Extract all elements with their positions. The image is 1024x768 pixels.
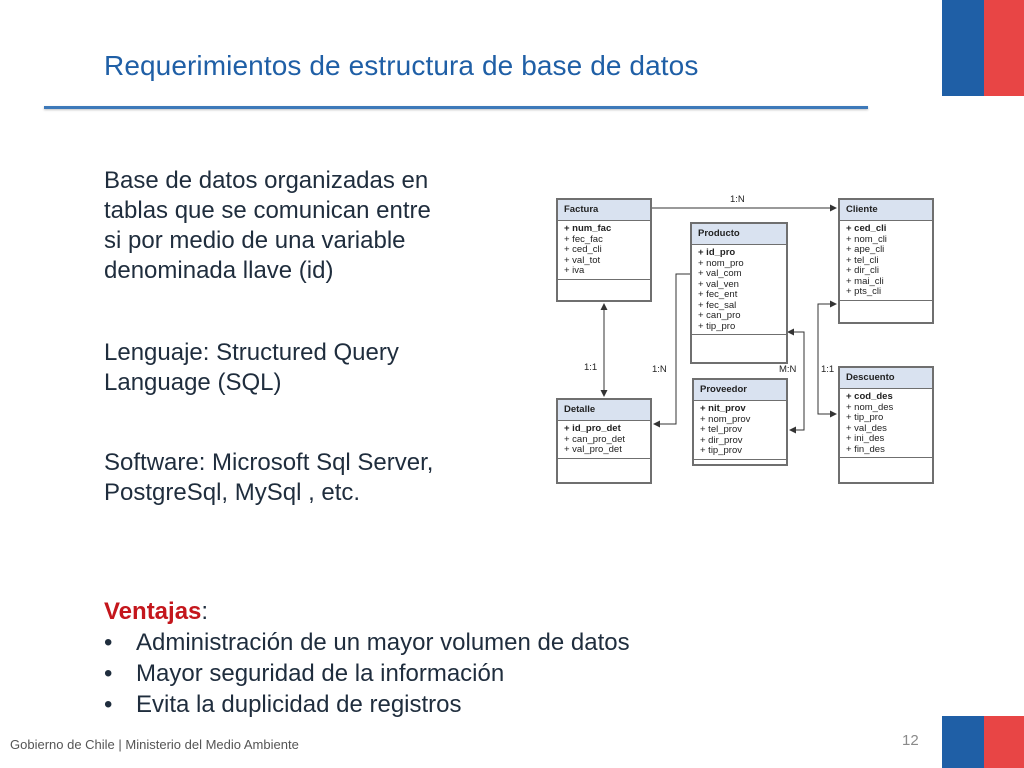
- table-descuento: [838, 366, 934, 484]
- relation-factura-cliente: 1:N: [730, 194, 745, 205]
- relation-factura-detalle: 1:1: [584, 362, 598, 373]
- advantages-heading: Ventajas:: [104, 598, 209, 625]
- page-number: 12: [902, 732, 919, 749]
- flag-red-top: [984, 0, 1024, 96]
- table-factura-fields: + num_fac + fec_fac + ced_cli + val_tot + iva: [558, 221, 650, 280]
- table-proveedor-fields: + nit_prov + nom_prov + tel_prov + dir_prov + tip_prov: [694, 401, 786, 460]
- advantages-list: [104, 627, 630, 720]
- footer-text: Gobierno de Chile | Ministerio del Medio Ambiente: [10, 737, 299, 752]
- relation-producto-detalle: 1:N: [652, 364, 667, 375]
- table-producto-name: Producto: [692, 224, 786, 245]
- paragraph-software: Software: Microsoft Sql Server, PostgreSql, MySql , etc.: [104, 449, 434, 506]
- title-divider: [44, 106, 868, 109]
- relation-cliente-descuento: 1:1: [821, 364, 835, 375]
- table-descuento-name: Descuento: [840, 368, 932, 389]
- table-proveedor: [692, 378, 788, 466]
- table-detalle-fields: + id_pro_det + can_pro_det + val_pro_det: [558, 421, 650, 459]
- flag-blue-bottom: [942, 716, 984, 768]
- slide-title: Requerimientos de estructura de base de datos: [104, 50, 699, 81]
- table-detalle-name: Detalle: [558, 400, 650, 421]
- table-descuento-fields: + cod_des + nom_des + tip_pro + val_des + ini_des + fin_des: [840, 389, 932, 458]
- table-detalle: [556, 398, 652, 484]
- table-factura: [556, 198, 652, 302]
- list-item: • Administración de un mayor volumen de datos: [104, 629, 630, 656]
- er-diagram: [554, 192, 938, 488]
- list-item: • Evita la duplicidad de registros: [104, 691, 462, 718]
- table-producto: [690, 222, 788, 364]
- flag-red-bottom: [984, 716, 1024, 768]
- relation-producto-proveedor: M:N: [779, 364, 797, 375]
- table-proveedor-name: Proveedor: [694, 380, 786, 401]
- paragraph-database-description: Base de datos organizadas en tablas que se comunican entre si por medio de una variable denominada llave (id): [104, 167, 431, 284]
- table-factura-name: Factura: [558, 200, 650, 221]
- paragraph-language: Lenguaje: Structured Query Language (SQL): [104, 339, 399, 396]
- advantages-section: [104, 596, 630, 720]
- list-item: • Mayor seguridad de la información: [104, 660, 505, 687]
- table-cliente: [838, 198, 934, 324]
- table-producto-fields: + id_pro + nom_pro + val_com + val_ven + fec_ent + fec_sal + can_pro + tip_pro: [692, 245, 786, 335]
- flag-blue-top: [942, 0, 984, 96]
- table-cliente-name: Cliente: [840, 200, 932, 221]
- table-cliente-fields: + ced_cli + nom_cli + ape_cli + tel_cli + dir_cli + mai_cli + pts_cli: [840, 221, 932, 301]
